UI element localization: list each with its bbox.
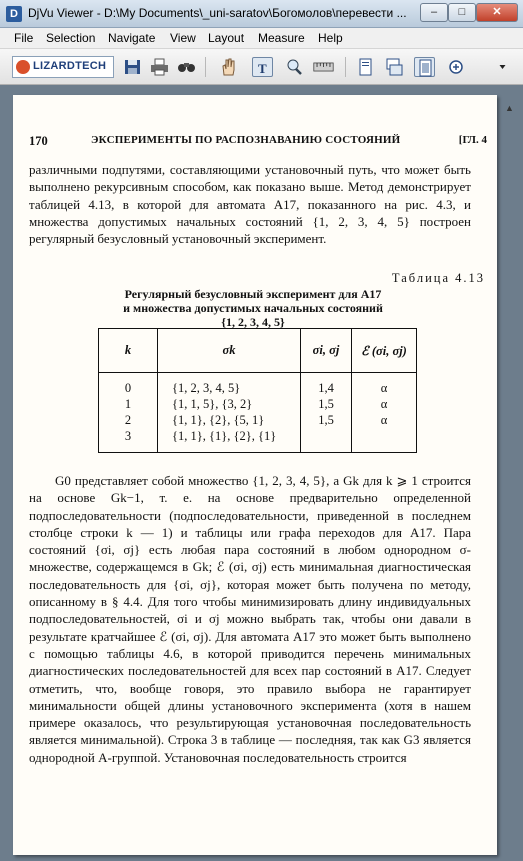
table-row	[99, 396, 417, 412]
table-number: Таблица 4.13	[391, 271, 485, 285]
measure-icon[interactable]	[313, 57, 339, 77]
table-cell: {1, 2, 3, 4, 5}	[158, 373, 301, 397]
table-cell	[352, 428, 417, 453]
toolbar	[0, 49, 523, 85]
overflow-icon[interactable]	[492, 57, 504, 77]
hand-tool-icon[interactable]	[218, 57, 239, 77]
table-header-sequence: ℰ (σi, σj)	[352, 329, 417, 373]
table-caption-line1: Регулярный безусловный эксперимент для A17	[124, 287, 382, 301]
menu-layout[interactable]: Layout	[208, 31, 245, 45]
menu-navigate[interactable]: Navigate	[108, 31, 156, 45]
find-icon[interactable]	[176, 57, 197, 77]
continuous-icon[interactable]	[384, 57, 405, 77]
document-page	[13, 95, 497, 855]
table-cell: 1,5	[301, 412, 352, 428]
zoom-in-icon[interactable]	[446, 57, 467, 77]
zoom-tool-icon[interactable]	[284, 57, 305, 77]
table-cell: 3	[99, 428, 158, 453]
table-caption-line3: {1, 2, 3, 4, 5}	[221, 315, 285, 329]
scroll-up-arrow-icon[interactable]: ▲	[505, 103, 514, 113]
experiment-table	[98, 328, 417, 453]
table-cell: 1,4	[301, 373, 352, 397]
svg-text:T: T	[258, 61, 267, 76]
table-row	[99, 412, 417, 428]
menu-file[interactable]: File	[14, 31, 34, 45]
table-cell: 0	[99, 373, 158, 397]
facing-pages-icon[interactable]	[414, 57, 435, 77]
table-cell: α	[352, 396, 417, 412]
text-select-icon[interactable]	[252, 57, 273, 77]
close-button[interactable]: ✕	[476, 3, 518, 22]
maximize-button[interactable]: □	[448, 3, 476, 22]
paragraph-main: G0 представляет собой множество {1, 2, 3, 4, 5}, а Gk для k ⩾ 1 строится на основе Gk−1, т. е. на основе предварительно определенной подпоследовательности (подпоследовательности, приведенной в последнем столбце строки k — 1) и таблицы или графа переходов для A17. Пара состояний {σi, σj} есть любая пара состояний в любом однородном σ-множестве, содержащемся в Gk; ℰ (σi, σj) есть минимальная диагностическая последовательность для {σi, σj}, которая может быть получена по методу, описанному в § 4.4. Для того чтобы минимизировать длину индивидуальных подпоследовательностей, σi и σj можно выбрать так, чтобы они давали в результате кратчайшее ℰ (σi, σj). Для автомата A17 это может быть выполнено с помощью таблицы 4.6, в которой приводится перечень минимальных диагностических последовательностей для всех пар состояний в A17. Следует отметить, что, вообще говоря, это правило выбора не гарантирует минимальности общей длины установочного эксперимента (хотя в нашем примере оказалось, что результирующая установочная последовательность является минимальной). Строка 3 в таблице — последняя, так как G3 является однородной A-группой. Установочная последовательность строится	[29, 473, 471, 765]
menu-bar	[0, 28, 523, 49]
minimize-button[interactable]: –	[420, 3, 448, 22]
menu-selection[interactable]: Selection	[46, 31, 96, 45]
lizardtech-mark-icon	[16, 60, 30, 74]
menu-view[interactable]: View	[170, 31, 196, 45]
menu-help[interactable]: Help	[318, 31, 343, 45]
window-title: DjVu Viewer - D:\My Documents\_uni-saratov\Богомолов\перевести ...	[28, 6, 407, 20]
print-icon[interactable]	[149, 57, 170, 77]
table-cell: α	[352, 412, 417, 428]
table-cell: α	[352, 373, 417, 397]
table-caption-line2: и множества допустимых начальных состояний	[123, 301, 383, 315]
toolbar-separator	[345, 57, 346, 77]
table-header-sigma-k: σk	[158, 329, 301, 373]
title-bar	[0, 0, 523, 28]
page-number: 170	[29, 134, 48, 148]
table-row	[99, 428, 417, 453]
logo-text: LIZARDTECH	[33, 60, 107, 72]
table-header-k: k	[99, 329, 158, 373]
lizardtech-logo[interactable]	[12, 56, 114, 78]
running-title: ЭКСПЕРИМЕНТЫ ПО РАСПОЗНАВАНИЮ СОСТОЯНИЙ	[91, 134, 401, 146]
table-cell: {1, 1, 5}, {3, 2}	[158, 396, 301, 412]
single-page-icon[interactable]	[355, 57, 376, 77]
save-icon[interactable]	[122, 57, 143, 77]
djvu-app-icon: D	[6, 6, 22, 22]
table-header-pair: σi, σj	[301, 329, 352, 373]
table-cell	[301, 428, 352, 453]
table-cell: 1	[99, 396, 158, 412]
table-cell: {1, 1}, {2}, {5, 1}	[158, 412, 301, 428]
menu-measure[interactable]: Measure	[258, 31, 305, 45]
table-cell: 2	[99, 412, 158, 428]
chapter-label: [ГЛ. 4	[458, 134, 487, 146]
toolbar-separator	[205, 57, 206, 77]
document-view[interactable]	[0, 85, 523, 861]
table-cell: {1, 1}, {1}, {2}, {1}	[158, 428, 301, 453]
table-cell: 1,5	[301, 396, 352, 412]
table-row	[99, 373, 417, 397]
paragraph-intro: различными подпутями, составляющими установочный путь, что может быть выполнено рекурсивным способом, как показано выше. Метод демонстрирует таблицей 4.13, в которой для автомата A17, показанного на рис. 4.3, и множества допустимых начальных состояний {1, 2, 3, 4, 5} построен регулярный безусловный установочный эксперимент.	[29, 162, 471, 247]
